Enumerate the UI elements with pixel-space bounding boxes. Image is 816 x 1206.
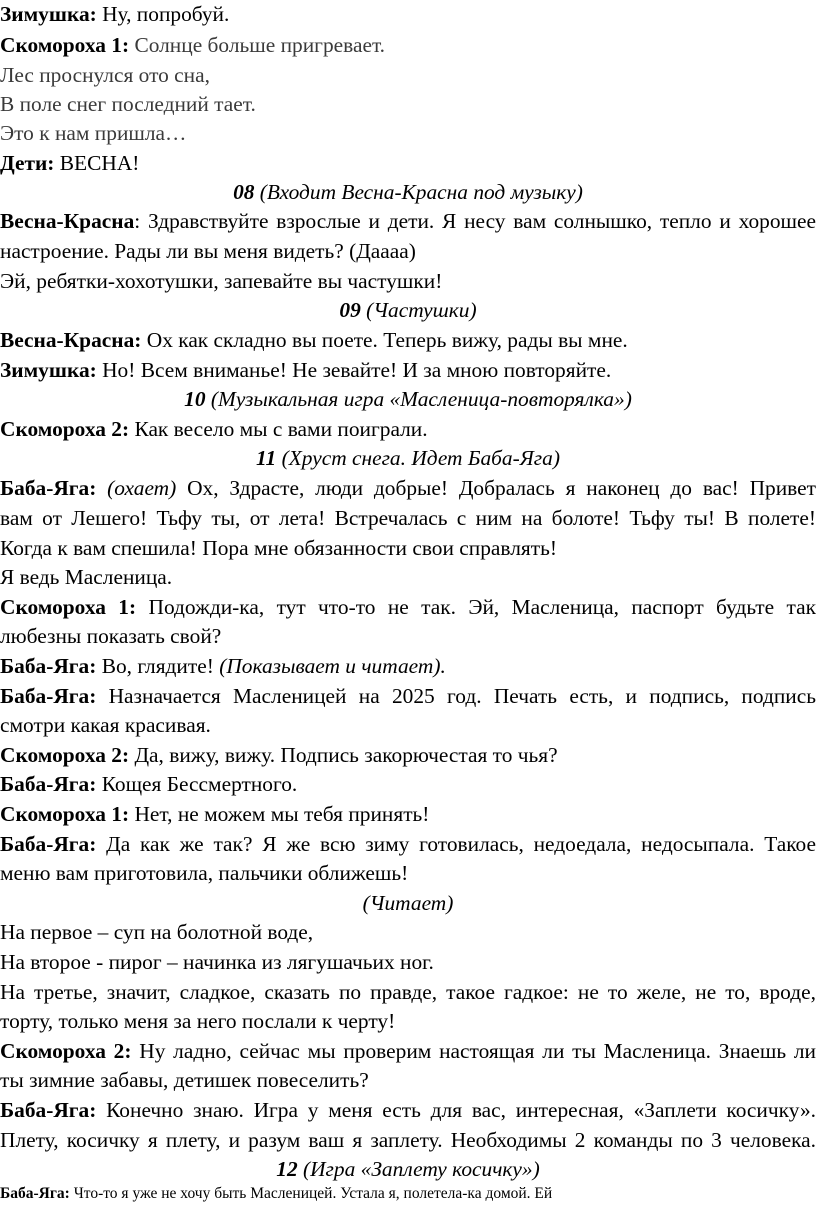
stage-direction: 12 (Игра «Заплету косичку»): [276, 1157, 540, 1181]
dialogue-line: Баба-Яга: Что-то я уже не хочу быть Масленицей. Устала я, полетела-ка домой. Ей: [0, 1185, 553, 1202]
verse-line: Это к нам пришла…: [0, 121, 187, 145]
dialogue-line: Зимушка: Ну, попробуй.: [0, 2, 230, 26]
dialogue-line: Весна-Красна: Здравствуйте взрослые и дети. Я несу вам солнышко, тепло и хорошее: [0, 209, 816, 233]
stage-direction: 11 (Хруст снега. Идет Баба-Яга): [256, 446, 560, 470]
dialogue-line: Баба-Яга: Да как же так? Я же всю зиму готовилась, недоедала, недосыпала. Такое: [0, 832, 816, 856]
verse-line: На третье, значит, сладкое, сказать по правде, такое гадкое: не то желе, не то, вроде,: [0, 980, 816, 1004]
verse-line: Лес проснулся ото сна,: [0, 63, 210, 87]
dialogue-line: Баба-Яга: Конечно знаю. Игра у меня есть для вас, интересная, «Заплети косичку».: [0, 1098, 816, 1122]
dialogue-continuation: любезны показать свой?: [0, 624, 222, 648]
dialogue-continuation: ты зимние забавы, детишек повеселить?: [0, 1068, 369, 1092]
dialogue-line: Баба-Яга: (охает) Ох, Здрасте, люди добрые! Добралась я наконец до вас! Привет: [0, 476, 816, 500]
dialogue-line: Скомороха 2: Ну ладно, сейчас мы проверим настоящая ли ты Масленица. Знаешь ли: [0, 1039, 816, 1063]
dialogue-line: Скомороха 1: Нет, не можем мы тебя принять!: [0, 802, 430, 826]
dialogue-continuation: смотри какая красивая.: [0, 713, 211, 737]
dialogue-line: Баба-Яга: Кощея Бессмертного.: [0, 772, 298, 796]
dialogue-continuation: Плету, косичку я плету, и разум ваш я заплету. Необходимы 2 команды по 3 человека.: [0, 1128, 816, 1152]
verse-line: На первое – суп на болотной воде,: [0, 920, 314, 944]
stage-direction: 09 (Частушки): [339, 298, 477, 322]
dialogue-line: Скомороха 2: Как весело мы с вами поиграли.: [0, 417, 428, 441]
dialogue-continuation: настроение. Рады ли вы меня видеть? (Даааа): [0, 239, 416, 263]
verse-line: В поле снег последний тает.: [0, 92, 256, 116]
dialogue-line: Скомороха 2: Да, вижу, вижу. Подпись закорючестая то чья?: [0, 743, 558, 767]
dialogue-continuation: меню вам приготовила, пальчики оближешь!: [0, 861, 409, 885]
dialogue-line: Дети: ВЕСНА!: [0, 151, 140, 175]
dialogue-line: Скомороха 1: Солнце больше пригревает.: [0, 33, 386, 57]
stage-direction: (Читает): [362, 891, 454, 915]
verse-line: На второе - пирог – начинка из лягушачьих ног.: [0, 950, 434, 974]
dialogue-line: Скомороха 1: Подожди-ка, тут что-то не так. Эй, Масленица, паспорт будьте так: [0, 595, 816, 619]
dialogue-continuation: Эй, ребятки-хохотушки, запевайте вы частушки!: [0, 269, 443, 293]
dialogue-continuation: вам от Лешего! Тьфу ты, от лета! Встречалась с ним на болоте! Тьфу ты! В полете!: [0, 506, 816, 530]
dialogue-line: Весна-Красна: Ох как складно вы поете. Теперь вижу, рады вы мне.: [0, 328, 628, 352]
dialogue-continuation: Я ведь Масленица.: [0, 565, 173, 589]
dialogue-line: Баба-Яга: Назначается Масленицей на 2025 год. Печать есть, и подпись, подпись: [0, 684, 816, 708]
dialogue-line: Баба-Яга: Во, глядите! (Показывает и читает).: [0, 654, 446, 678]
stage-direction: 08 (Входит Весна-Красна под музыку): [233, 180, 583, 204]
verse-line: торту, только меня за него послали к черту!: [0, 1009, 396, 1033]
dialogue-continuation: Когда к вам спешила! Пора мне обязанности свои справлять!: [0, 536, 557, 560]
stage-direction: 10 (Музыкальная игра «Масленица-повторялка»): [184, 387, 632, 411]
dialogue-line: Зимушка: Но! Всем вниманье! Не зевайте! И за мною повторяйте.: [0, 358, 612, 382]
